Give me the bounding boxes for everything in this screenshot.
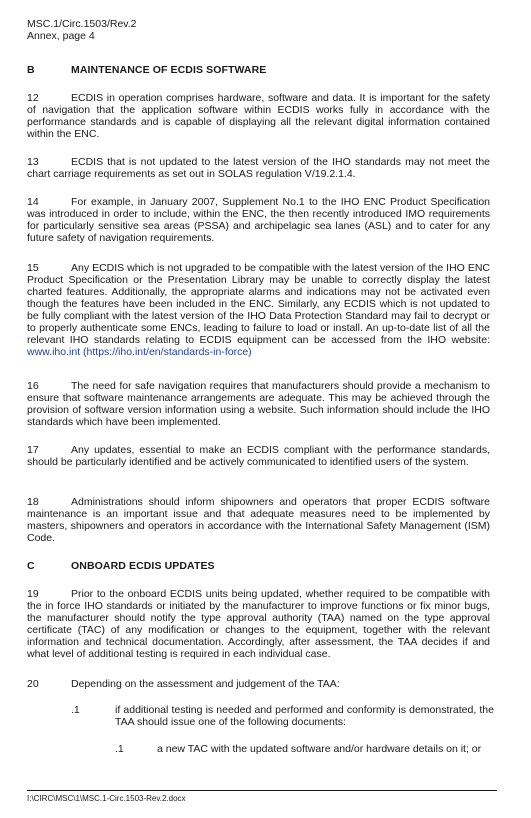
section-b-heading [27,64,266,76]
paragraph-13 [27,156,490,180]
paragraph-text: The need for safe navigation requires that manufacturers should provide a mechanism to ensure that software maintenance arrangements are adequate. This may be achieved through the provision of software version information using a website. Such information should include the IHO standards which have been implemented. [27,380,490,428]
paragraph-number: 15 [27,262,39,274]
section-c-heading [27,560,215,572]
paragraph-14 [27,196,490,244]
paragraph-number: 18 [27,496,39,508]
paragraph-text: Prior to the onboard ECDIS units being updated, whether required to be compatible with the in force IHO standards or initiated by the manufacturer to improve functions or fix minor bugs, the manufacturer should notify the type approval authority (TAA) named on the type approval certificate (TAC) of any modification or changes to the equipment, together with the relevant information and technical documentation. Accordingly, after assessment, the TAA decides if and what level of additional testing is required in each individual case. [27,588,490,660]
list-item-text: a new TAC with the updated software and/or hardware details on it; or [157,743,482,755]
list-item-number: .1 [115,743,124,755]
section-letter: B [27,64,35,76]
paragraph-text: Any ECDIS which is not upgraded to be compatible with the latest version of the IHO ENC Product Specification or the Presentation Library may be unable to correctly display the latest charted features. Additionally, the appropriate alarms and indications may not be activated even though the features have been included in the ENC. Similarly, any ECDIS which is not updated to be fully compliant with the latest version of the IHO Data Protection Standard may fail to decrypt or to properly authenticate some ENCs, leading to failure to load or install. An up-to-date list of all the relevant IHO standards relating to ECDIS equipment can be accessed from the IHO website: [27,262,490,346]
paragraph-number: 14 [27,196,39,208]
iho-website-link[interactable]: www.iho.int (https://iho.int/en/standards-in-force) [27,346,252,358]
paragraph-17 [27,444,490,468]
list-subitem-1 [115,743,494,755]
paragraph-text: ECDIS in operation comprises hardware, software and data. It is important for the safety of navigation that the application software within ECDIS works fully in accordance with the performance standards and is capable of displaying all the relevant digital information contained within the ENC. [27,92,490,140]
paragraph-20 [27,678,490,690]
document-reference: MSC.1/Circ.1503/Rev.2 [27,18,137,30]
paragraph-15 [27,262,490,358]
paragraph-text: Any updates, essential to make an ECDIS compliant with the performance standards, should be particularly identified and be actively communicated to identified users of the system. [27,444,490,468]
list-item-number: .1 [71,704,80,716]
paragraph-number: 13 [27,156,39,168]
paragraph-number: 16 [27,380,39,392]
footer-divider [27,790,497,791]
section-title: MAINTENANCE OF ECDIS SOFTWARE [71,64,267,76]
paragraph-number: 12 [27,92,39,104]
paragraph-text: For example, in January 2007, Supplement No.1 to the IHO ENC Product Specification was introduced in order to include, within the ENC, the then recently introduced IMO requirements for particularly sensitive sea areas (PSSA) and archipelagic sea lanes (ASL) and to cater for any future safety of navigation requirements. [27,196,490,244]
footer-file-path: I:\CIRC\MSC\1\MSC.1-Circ.1503-Rev.2.docx [27,794,186,803]
paragraph-16 [27,380,490,428]
paragraph-number: 20 [27,678,39,690]
section-letter: C [27,560,35,572]
page-label: Annex, page 4 [27,30,95,42]
paragraph-text: ECDIS that is not updated to the latest version of the IHO standards may not meet the chart carriage requirements as set out in SOLAS regulation V/19.2.1.4. [27,156,490,180]
paragraph-text: Depending on the assessment and judgement of the TAA: [71,678,340,690]
section-title: ONBOARD ECDIS UPDATES [71,560,215,572]
paragraph-12 [27,92,490,140]
paragraph-number: 17 [27,444,39,456]
paragraph-19 [27,588,490,660]
paragraph-18 [27,496,490,544]
paragraph-number: 19 [27,588,39,600]
paragraph-text: Administrations should inform shipowners and operators that proper ECDIS software maintenance is an important issue and that adequate measures need to be implemented by masters, shipowners and operators in accordance with the International Safety Management (ISM) Code. [27,496,490,544]
list-item-text: if additional testing is needed and performed and conformity is demonstrated, the TAA should issue one of the following documents: [115,704,494,728]
list-item-1 [71,704,494,728]
